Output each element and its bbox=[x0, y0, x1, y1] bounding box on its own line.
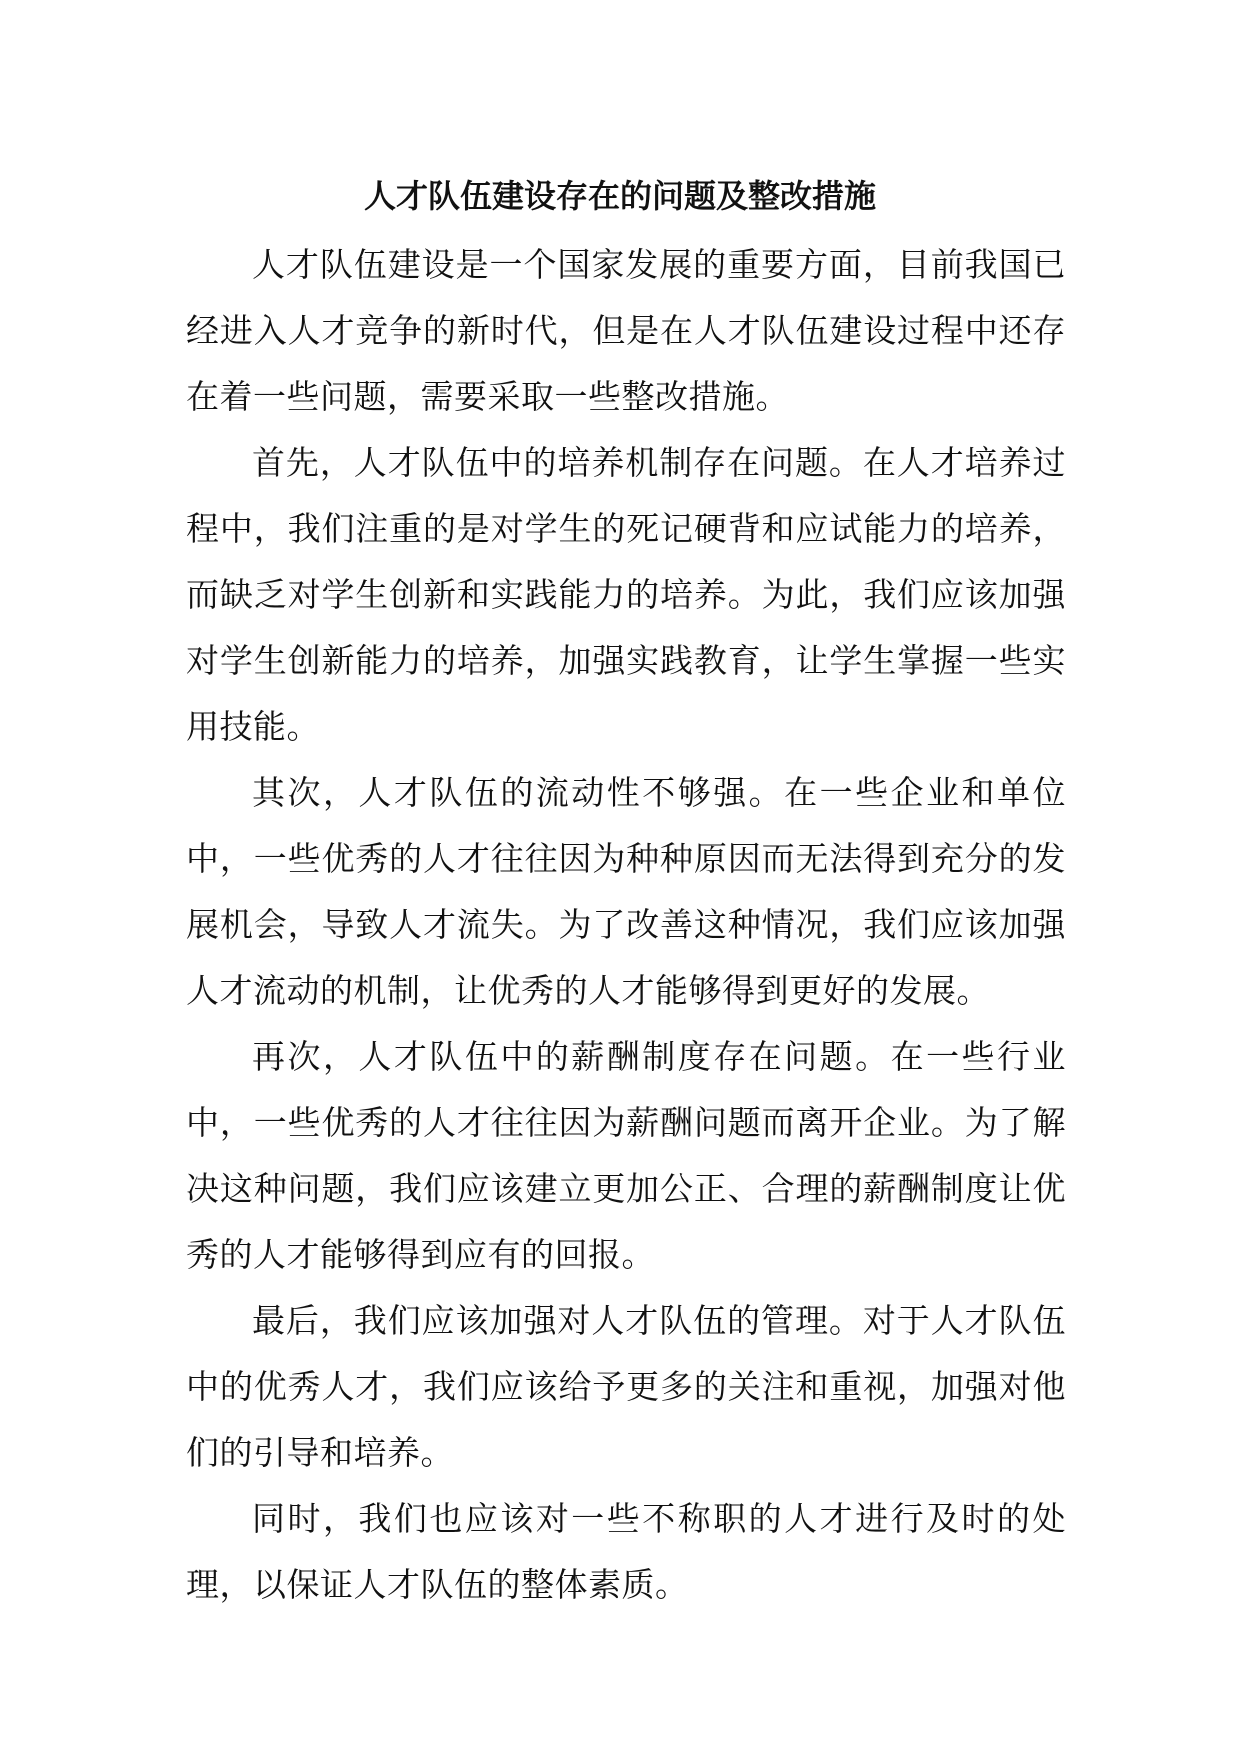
paragraph-management: 最后，我们应该加强对人才队伍的管理。对于人才队伍中的优秀人才，我们应该给予更多的关注和重视，加强对他们的引导和培养。 bbox=[186, 1301, 1066, 1472]
paragraph-training: 首先，人才队伍中的培养机制存在问题。在人才培养过程中，我们注重的是对学生的死记硬背和应试能力的培养，而缺乏对学生创新和实践能力的培养。为此，我们应该加强对学生创新能力的培养，加强实践教育，让学生掌握一些实用技能。 bbox=[186, 443, 1066, 746]
document-title: 人才队伍建设存在的问题及整改措施 bbox=[363, 177, 876, 215]
paragraph-intro: 人才队伍建设是一个国家发展的重要方面，目前我国已经进入人才竞争的新时代，但是在人才队伍建设过程中还存在着一些问题，需要采取一些整改措施。 bbox=[186, 245, 1066, 416]
paragraph-salary: 再次，人才队伍中的薪酬制度存在问题。在一些行业中，一些优秀的人才往往因为薪酬问题而离开企业。为了解决这种问题，我们应该建立更加公正、合理的薪酬制度让优秀的人才能够得到应有的回报。 bbox=[186, 1037, 1066, 1274]
paragraph-conclusion: 同时，我们也应该对一些不称职的人才进行及时的处理，以保证人才队伍的整体素质。 bbox=[186, 1499, 1066, 1604]
document-body bbox=[186, 232, 1066, 1618]
paragraph-mobility: 其次，人才队伍的流动性不够强。在一些企业和单位中，一些优秀的人才往往因为种种原因而无法得到充分的发展机会，导致人才流失。为了改善这种情况，我们应该加强人才流动的机制，让优秀的人才能够得到更好的发展。 bbox=[186, 773, 1066, 1010]
